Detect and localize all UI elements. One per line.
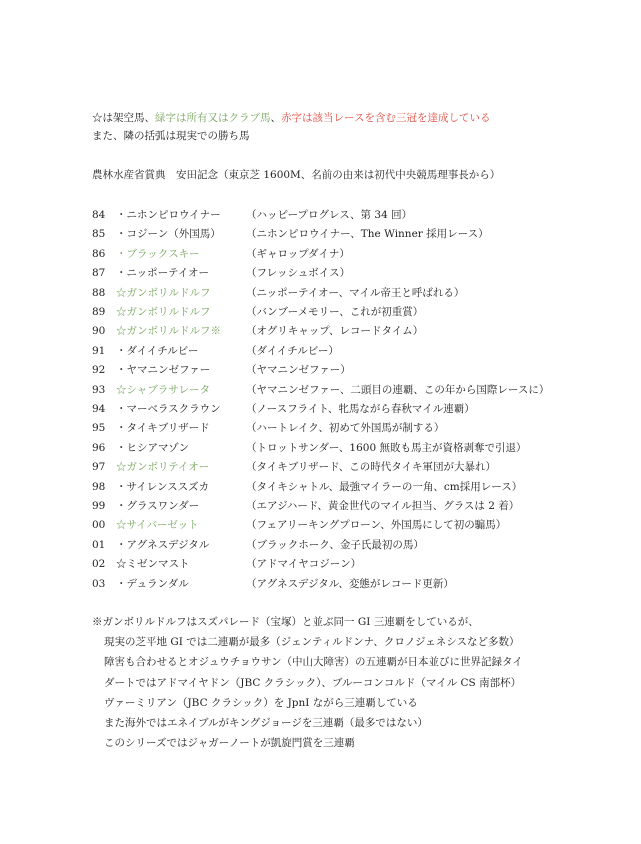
- winner-year: 90: [92, 325, 106, 338]
- winner-horse: ☆シャブラサレータ: [116, 383, 211, 396]
- real-winner-note: （ギャロップダイナ）: [246, 247, 350, 260]
- real-winner-note: （フェアリーキングプローン、外国馬にして初の騸馬）: [246, 519, 507, 532]
- winner-year: 92: [92, 364, 106, 377]
- legend-separator: 、: [270, 112, 281, 124]
- winner-horse: ・マーベラスクラウン: [116, 403, 221, 415]
- real-winner-note: （ヤマニンゼファー）: [246, 364, 351, 377]
- race-title: 農林水産省賞典 安田記念（東京芝 1600M、名前の由来は初代中央競馬理事長から）: [92, 169, 501, 181]
- winner-year: 01: [92, 538, 106, 551]
- real-winner-note: （ノースフライト、牝馬ながら春秋マイル連覇）: [246, 403, 475, 415]
- footnote-line: ※ガンボリルドルフはスズパレード（宝塚）と並ぶ同一 GI 三連覇をしているが、: [92, 616, 479, 628]
- footnote-line: ヴァーミリアン（JBC クラシック）を JpnI ながら三連覇している: [104, 696, 418, 709]
- winner-horse: ・デュランダル: [116, 577, 189, 590]
- real-winner-note: （バンブーメモリー、これが初重賞）: [246, 306, 424, 318]
- winner-horse: ☆ミゼンマスト: [116, 558, 190, 571]
- real-winner-note: （エアジハード、黄金世代のマイル担当、グラスは 2 着）: [246, 500, 520, 512]
- winner-horse: ☆ガンボリルドルフ: [116, 286, 211, 299]
- real-winner-note: （タイキシャトル、最強マイラーの一角、cm採用レース）: [246, 480, 523, 493]
- winner-year: 86: [92, 247, 106, 260]
- winner-horse: ・ヤマニンゼファー: [116, 364, 211, 377]
- winner-year: 87: [92, 267, 106, 280]
- winner-horse: ☆ガンボリルドルフ※: [116, 325, 221, 338]
- real-winner-note: （ニホンピロウイナー、The Winner 採用レース）: [246, 228, 489, 241]
- winner-year: 85: [92, 228, 106, 241]
- real-winner-note: （ヤマニンゼファー、二頭目の連覇、この年から国際レースに）: [246, 383, 550, 396]
- winner-year: 02: [92, 558, 106, 571]
- winner-year: 96: [92, 441, 106, 454]
- winner-year: 98: [92, 480, 106, 493]
- winner-horse: ☆ガンボリルドルフ: [116, 306, 211, 318]
- winner-horse: ・ブラックスキー: [116, 247, 200, 260]
- winner-horse: ・サイレンススズカ: [116, 480, 210, 493]
- legend-fictional-note: ☆は架空馬、: [92, 112, 155, 124]
- footnote-line: また海外ではエネイブルがキングジョージを三連覇（最多ではない）: [104, 717, 428, 729]
- winner-horse: ・ヒシアマゾン: [116, 441, 190, 454]
- winner-horse: ・ダイイチルビー: [116, 344, 199, 357]
- winner-year: 00: [92, 519, 106, 532]
- winner-year: 94: [92, 403, 106, 415]
- winner-year: 03: [92, 577, 106, 590]
- real-winner-note: （ハートレイク、初めて外国馬が制する）: [246, 422, 445, 435]
- winner-year: 91: [92, 344, 106, 357]
- winner-year: 84: [92, 209, 106, 221]
- real-winner-note: （オグリキャップ、レコードタイム）: [246, 325, 424, 338]
- winner-horse: ☆サイバーゼット: [116, 519, 199, 532]
- legend-line-1: [92, 111, 490, 125]
- footnote-line: ダートではアドマイヤドン（JBC クラシック）、ブルーコンコルド（マイル CS 南部杯）: [104, 676, 522, 689]
- winner-year: 95: [92, 422, 106, 435]
- winner-horse: ・ニホンピロウイナー: [116, 209, 221, 221]
- footnote-line: このシリーズではジャガーノートが凱旋門賞を三連覇: [104, 737, 355, 750]
- legend-line-2: また、隣の括弧は現実での勝ち馬: [92, 130, 250, 142]
- winner-horse: ・ニッポーテイオー: [116, 267, 210, 280]
- winner-horse: ・タイキブリザード: [116, 422, 210, 435]
- winner-year: 89: [92, 306, 106, 318]
- footnote-line: 現実の芝平地 GI では二連覇が最多（ジェンティルドンナ、クロノジェネシスなど多数）: [104, 636, 520, 649]
- winner-year: 93: [92, 383, 106, 396]
- winner-year: 99: [92, 500, 106, 512]
- winner-year: 97: [92, 461, 106, 474]
- real-winner-note: （ハッピープログレス、第 34 回）: [246, 209, 413, 221]
- real-winner-note: （アドマイヤコジーン）: [246, 558, 362, 571]
- footnote-line: 障害も合わせるとオジュウチョウサン（中山大障害）の五連覇が日本並びに世界記録タイ: [104, 656, 523, 669]
- legend-red-note: 赤字は該当レースを含む三冠を達成している: [281, 112, 491, 124]
- real-winner-note: （アグネスデジタル、変態がレコード更新）: [246, 577, 454, 590]
- real-winner-note: （ニッポーテイオー、マイル帝王と呼ばれる）: [246, 286, 465, 299]
- legend-green-note: 緑字は所有又はクラブ馬: [155, 112, 271, 124]
- real-winner-note: （タイキブリザード、この時代タイキ軍団が大暴れ）: [246, 461, 497, 474]
- winner-horse: ・アグネスデジタル: [116, 538, 210, 551]
- winner-horse: ・コジーン（外国馬）: [116, 228, 221, 241]
- winner-horse: ☆ガンボリテイオー: [116, 461, 210, 474]
- winner-year: 88: [92, 286, 106, 299]
- real-winner-note: （トロットサンダー、1600 無敗も馬主が資格剥奪で引退）: [246, 441, 527, 454]
- real-winner-note: （ダイイチルビー）: [246, 344, 339, 357]
- winner-horse: ・グラスワンダー: [116, 500, 200, 512]
- real-winner-note: （ブラックホーク、金子氏最初の馬）: [246, 538, 424, 551]
- real-winner-note: （フレッシュボイス）: [246, 267, 351, 280]
